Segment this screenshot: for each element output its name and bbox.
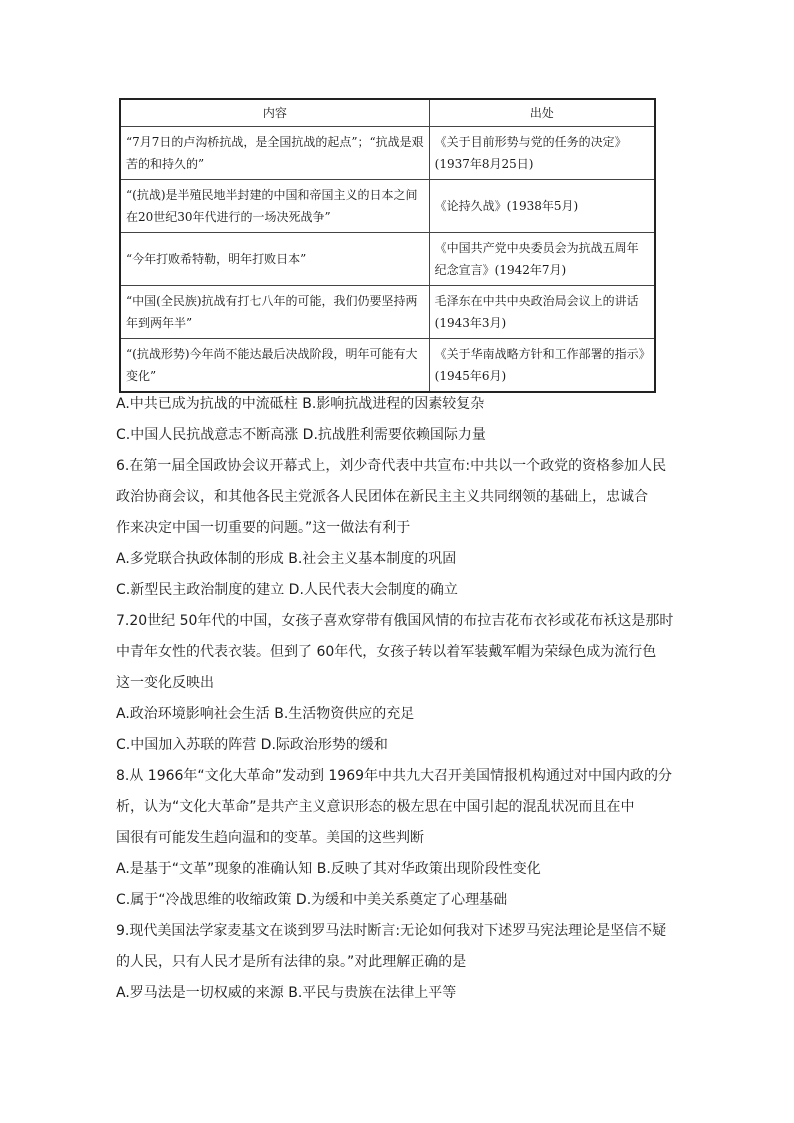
option-line: A.政治环境影响社会生活 B.生活物资供应的充足: [116, 706, 415, 722]
table-cell-content: “(抗战)是半殖民地半封建的中国和帝国主义的日本之间在20世纪30年代进行的一场决死战争”: [120, 180, 429, 233]
option-line: A.是基于“文革”现象的准确认知 B.反映了其对华政策出现阶段性变化: [116, 861, 541, 877]
option-line: C.属于“冷战思维的收缩政策 D.为缓和中美关系奠定了心理基础: [116, 892, 508, 908]
question-7-stem: 7.20世纪 50年代的中国，女孩子喜欢穿带有俄国风情的布拉吉花布衣衫或花布袄这是那时: [116, 613, 674, 629]
option-line: C.新型民主政治制度的建立 D.人民代表大会制度的确立: [116, 582, 458, 598]
question-6-stem: 政治协商会议，和其他各民主党派各人民团体在新民主主义共同纲领的基础上，忠诚合: [116, 489, 648, 505]
question-8-stem: 析，认为“文化大革命”是共产主义意识形态的极左思在中国引起的混乱状况而且在中: [116, 799, 635, 815]
table-row: [120, 286, 655, 339]
source-table: [119, 98, 656, 393]
table-row: [120, 127, 655, 180]
question-7-stem: 这一变化反映出: [116, 675, 214, 691]
table-cell-source: 《中国共产党中央委员会为抗战五周年纪念宣言》(1942年7月): [429, 233, 655, 286]
option-line: C.中国人民抗战意志不断高涨 D.抗战胜利需要依赖国际力量: [116, 427, 486, 443]
header-content: 内容: [120, 99, 429, 127]
question-9-stem: 9.现代美国法学家麦基文在谈到罗马法时断言:无论如何我对下述罗马宪法理论是坚信不疑: [116, 923, 667, 939]
table-cell-source: 《关于华南战略方针和工作部署的指示》(1945年6月): [429, 339, 655, 393]
option-line: A.多党联合执政体制的形成 B.社会主义基本制度的巩固: [116, 551, 457, 567]
table-cell-content: “今年打败希特勒，明年打败日本”: [120, 233, 429, 286]
table-row: [120, 339, 655, 393]
question-8-stem: 8.从 1966年“文化大革命”发动到 1969年中共九大召开美国情报机构通过对中国内政的分: [116, 768, 673, 784]
question-7-stem: 中青年女性的代表衣装。但到了 60年代，女孩子转以着军装戴军帽为荣绿色成为流行色: [116, 644, 657, 660]
table-cell-source: 毛泽东在中共中央政治局会议上的讲话(1943年3月): [429, 286, 655, 339]
table-header-row: [120, 99, 655, 127]
option-line: A.中共已成为抗战的中流砥柱 B.影响抗战进程的因素较复杂: [116, 396, 485, 412]
option-line: C.中国加入苏联的阵营 D.际政治形势的缓和: [116, 737, 388, 753]
table-cell-source: 《关于目前形势与党的任务的决定》(1937年8月25日): [429, 127, 655, 180]
table-cell-source: 《论持久战》(1938年5月): [429, 180, 655, 233]
question-6-stem: 作来决定中国一切重要的问题。”这一做法有利于: [116, 520, 411, 536]
table-row: [120, 180, 655, 233]
header-source: 出处: [429, 99, 655, 127]
question-9-stem: 的人民，只有人民才是所有法律的泉。”对此理解正确的是: [116, 954, 467, 970]
table-cell-content: “7月7日的卢沟桥抗战，是全国抗战的起点”；“抗战是艰苦的和持久的”: [120, 127, 429, 180]
table-row: [120, 233, 655, 286]
option-line: A.罗马法是一切权威的来源 B.平民与贵族在法律上平等: [116, 985, 457, 1001]
question-6-stem: 6.在第一届全国政协会议开幕式上，刘少奇代表中共宣布:中共以一个政党的资格参加人民: [116, 458, 667, 474]
table-cell-content: “(抗战形势)今年尚不能达最后决战阶段，明年可能有大变化”: [120, 339, 429, 393]
table-cell-content: “中国(全民族)抗战有打七八年的可能，我们仍要坚持两年到两年半”: [120, 286, 429, 339]
question-8-stem: 国很有可能发生趋向温和的变革。美国的这些判断: [116, 830, 424, 846]
